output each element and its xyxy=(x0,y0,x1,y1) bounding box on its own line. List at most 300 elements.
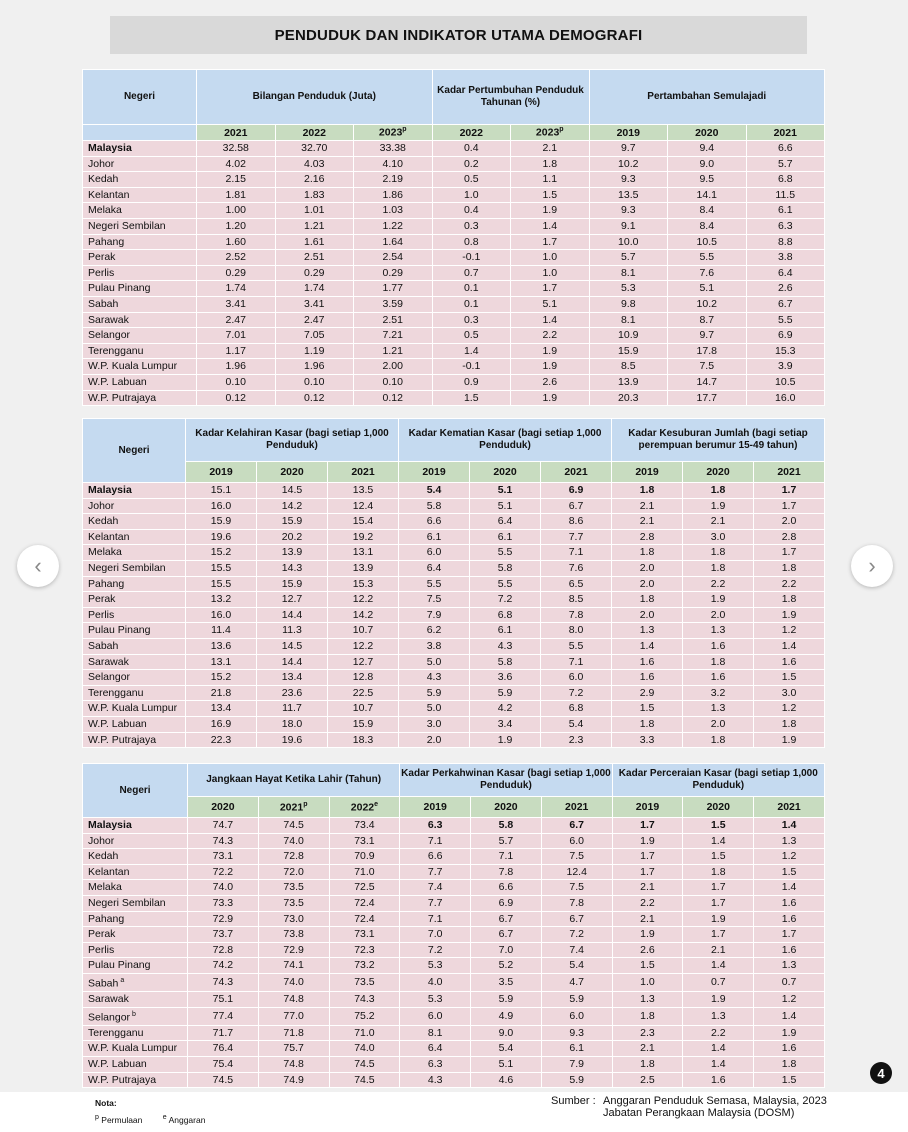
table-cell: 74.0 xyxy=(330,1041,400,1056)
table-cell: 5.8 xyxy=(470,655,540,670)
table-cell: 13.9 xyxy=(257,545,327,560)
table-cell: 9.0 xyxy=(471,1026,541,1041)
table-cell: 1.19 xyxy=(276,344,354,359)
table-cell: 19.6 xyxy=(186,530,256,545)
state-name: Pahang xyxy=(83,912,187,927)
table-cell: 1.8 xyxy=(612,717,682,732)
table-cell: 72.0 xyxy=(259,865,329,880)
table-row xyxy=(83,834,824,849)
table-cell: 1.4 xyxy=(511,219,589,234)
table-cell: 2.47 xyxy=(276,313,354,328)
table-cell: 1.81 xyxy=(197,188,275,203)
table-cell: 4.10 xyxy=(354,157,432,172)
col-header-state: Negeri xyxy=(83,70,196,124)
table-cell: 1.7 xyxy=(613,849,683,864)
table-cell: 0.10 xyxy=(354,375,432,390)
table-cell: 2.2 xyxy=(511,328,589,343)
table-row xyxy=(83,235,824,250)
state-name: Pulau Pinang xyxy=(83,958,187,973)
state-name: Terengganu xyxy=(83,686,185,701)
table-cell: 1.61 xyxy=(276,235,354,250)
table-cell: 10.7 xyxy=(328,701,398,716)
state-name: Selangor xyxy=(83,670,185,685)
table-cell: 22.5 xyxy=(328,686,398,701)
table-cell: 6.3 xyxy=(400,1057,470,1072)
table-cell: 71.8 xyxy=(259,1026,329,1041)
table-cell: 1.9 xyxy=(754,608,824,623)
table-row xyxy=(83,733,824,748)
group-header-life-expectancy: Jangkaan Hayat Ketika Lahir (Tahun) xyxy=(188,764,399,796)
table-cell: 15.9 xyxy=(590,344,668,359)
table-cell: 20.3 xyxy=(590,391,668,406)
table-cell: 1.17 xyxy=(197,344,275,359)
table-cell: 1.6 xyxy=(612,670,682,685)
table-cell: 1.9 xyxy=(613,834,683,849)
table-row xyxy=(83,865,824,880)
table-cell: 7.8 xyxy=(541,608,611,623)
table-row xyxy=(83,958,824,973)
table-cell: 2.6 xyxy=(613,943,683,958)
table-cell: 74.8 xyxy=(259,1057,329,1072)
table-cell: 1.9 xyxy=(511,203,589,218)
table-cell: 2.2 xyxy=(683,577,753,592)
table-cell: 8.1 xyxy=(590,313,668,328)
table-cell: 74.8 xyxy=(259,992,329,1007)
table-cell: 5.4 xyxy=(471,1041,541,1056)
table-row xyxy=(83,328,824,343)
table-cell: 7.1 xyxy=(400,834,470,849)
table-row xyxy=(83,655,824,670)
table-cell: 0.1 xyxy=(433,281,511,296)
year-header: 2022 xyxy=(276,125,354,140)
table-cell: 1.3 xyxy=(612,623,682,638)
table-cell: 0.29 xyxy=(197,266,275,281)
table-cell: 2.1 xyxy=(612,499,682,514)
table-cell: 7.6 xyxy=(541,561,611,576)
table-cell: 1.9 xyxy=(683,592,753,607)
table-cell: 5.8 xyxy=(470,561,540,576)
table-cell: 7.01 xyxy=(197,328,275,343)
table-cell: 2.8 xyxy=(612,530,682,545)
state-name: Kelantan xyxy=(83,188,196,203)
table-cell: 4.03 xyxy=(276,157,354,172)
state-name: Kedah xyxy=(83,849,187,864)
table-cell: 72.3 xyxy=(330,943,400,958)
table-cell: 74.0 xyxy=(259,834,329,849)
table-cell: 0.7 xyxy=(754,974,824,991)
table-cell: 70.9 xyxy=(330,849,400,864)
table-row xyxy=(83,188,824,203)
table-row xyxy=(83,992,824,1007)
state-name: W.P. Kuala Lumpur xyxy=(83,701,185,716)
table-cell: 5.5 xyxy=(747,313,825,328)
table-cell: 0.12 xyxy=(276,391,354,406)
table-cell: 1.8 xyxy=(511,157,589,172)
table-cell: 1.5 xyxy=(433,391,511,406)
table-cell: 14.2 xyxy=(257,499,327,514)
state-name: W.P. Labuan xyxy=(83,1057,187,1072)
table-cell: 15.2 xyxy=(186,545,256,560)
year-header: 2020 xyxy=(471,797,541,817)
state-name: Sabah $^a$ xyxy=(83,974,187,991)
table-cell: 6.0 xyxy=(541,670,611,685)
table-cell: 74.9 xyxy=(259,1073,329,1088)
table-cell: 1.4 xyxy=(683,834,753,849)
table-cell: 11.7 xyxy=(257,701,327,716)
table-cell: 1.4 xyxy=(612,639,682,654)
table-cell: 1.7 xyxy=(683,896,753,911)
table-row xyxy=(83,375,824,390)
table-cell: 10.5 xyxy=(668,235,746,250)
vital-rates-table xyxy=(82,418,825,748)
table-cell: 11.4 xyxy=(186,623,256,638)
table-cell: 1.2 xyxy=(754,849,824,864)
table-row xyxy=(83,203,824,218)
prev-slide-button[interactable] xyxy=(17,545,59,587)
table-cell: 1.8 xyxy=(683,865,753,880)
table-cell: 1.6 xyxy=(683,1073,753,1088)
table-cell: 7.1 xyxy=(541,545,611,560)
state-name: Negeri Sembilan xyxy=(83,896,187,911)
table-cell: 7.9 xyxy=(399,608,469,623)
table-row xyxy=(83,250,824,265)
state-name: Negeri Sembilan xyxy=(83,561,185,576)
year-header: 2021 xyxy=(754,462,824,482)
table-cell: 4.7 xyxy=(542,974,612,991)
state-name: Perak xyxy=(83,927,187,942)
table-cell: 2.5 xyxy=(613,1073,683,1088)
table-row xyxy=(83,219,824,234)
table-cell: 15.3 xyxy=(747,344,825,359)
table-cell: 1.2 xyxy=(754,623,824,638)
table-cell: 2.00 xyxy=(354,359,432,374)
table-cell: 15.5 xyxy=(186,561,256,576)
table-cell: 6.1 xyxy=(399,530,469,545)
table-cell: 19.2 xyxy=(328,530,398,545)
state-name: Kelantan xyxy=(83,530,185,545)
table-cell: 74.5 xyxy=(259,818,329,833)
table-cell: 72.5 xyxy=(330,880,400,895)
table-cell: 5.8 xyxy=(399,499,469,514)
table-cell: 7.7 xyxy=(400,896,470,911)
table-cell: 1.4 xyxy=(511,313,589,328)
state-name: Pahang xyxy=(83,235,196,250)
table-cell: 1.8 xyxy=(612,545,682,560)
table-cell: 23.6 xyxy=(257,686,327,701)
table-cell: 3.8 xyxy=(399,639,469,654)
table-cell: 2.9 xyxy=(612,686,682,701)
table-cell: 1.8 xyxy=(683,733,753,748)
year-header: 2023$^p$ xyxy=(511,125,589,140)
table-cell: 10.9 xyxy=(590,328,668,343)
table-cell: 1.0 xyxy=(613,974,683,991)
table-cell: 5.4 xyxy=(399,483,469,498)
state-name: Perak xyxy=(83,592,185,607)
table-cell: 6.7 xyxy=(542,912,612,927)
table-cell: 0.29 xyxy=(354,266,432,281)
table-cell: 5.5 xyxy=(541,639,611,654)
table-cell: 0.7 xyxy=(683,974,753,991)
table-cell: 12.2 xyxy=(328,639,398,654)
table-cell: 2.1 xyxy=(613,1041,683,1056)
table-cell: 3.4 xyxy=(470,717,540,732)
table-cell: 5.3 xyxy=(400,992,470,1007)
table-cell: 1.5 xyxy=(754,1073,824,1088)
table-cell: 20.2 xyxy=(257,530,327,545)
table-cell: 6.6 xyxy=(399,514,469,529)
table-cell: 0.12 xyxy=(197,391,275,406)
table-cell: 6.4 xyxy=(747,266,825,281)
table-cell: 0.3 xyxy=(433,219,511,234)
table-cell: 4.9 xyxy=(471,1008,541,1025)
table-cell: 6.6 xyxy=(471,880,541,895)
table-cell: 6.9 xyxy=(541,483,611,498)
table-cell: 32.58 xyxy=(197,141,275,156)
table-cell: 2.0 xyxy=(399,733,469,748)
table-cell: 13.2 xyxy=(186,592,256,607)
table-cell: 1.03 xyxy=(354,203,432,218)
table-cell: 1.9 xyxy=(754,733,824,748)
table-cell: 2.15 xyxy=(197,172,275,187)
table-cell: 7.0 xyxy=(400,927,470,942)
table-cell: 5.0 xyxy=(399,701,469,716)
table-cell: 1.9 xyxy=(683,912,753,927)
table-cell: 0.8 xyxy=(433,235,511,250)
table-cell: 0.4 xyxy=(433,141,511,156)
table-cell: 1.9 xyxy=(511,391,589,406)
state-name: Perak xyxy=(83,250,196,265)
table-cell: 74.3 xyxy=(330,992,400,1007)
table-cell: 2.1 xyxy=(613,880,683,895)
table-cell: 15.3 xyxy=(328,577,398,592)
table-cell: 21.8 xyxy=(186,686,256,701)
table-cell: 73.2 xyxy=(330,958,400,973)
table-cell: 72.8 xyxy=(259,849,329,864)
table-cell: 3.8 xyxy=(747,250,825,265)
table-cell: 1.9 xyxy=(754,1026,824,1041)
table-cell: 0.9 xyxy=(433,375,511,390)
table-cell: 5.7 xyxy=(747,157,825,172)
table-cell: 1.0 xyxy=(433,188,511,203)
table-cell: 3.41 xyxy=(197,297,275,312)
table-cell: 73.5 xyxy=(259,880,329,895)
table-cell: 2.1 xyxy=(612,514,682,529)
table-cell: 2.0 xyxy=(754,514,824,529)
table-cell: 5.2 xyxy=(471,958,541,973)
next-slide-button[interactable] xyxy=(851,545,893,587)
table-cell: 18.3 xyxy=(328,733,398,748)
table-cell: 1.8 xyxy=(613,1008,683,1025)
year-header: 2020 xyxy=(188,797,258,817)
table-cell: 1.8 xyxy=(754,1057,824,1072)
table-cell: 7.1 xyxy=(400,912,470,927)
table-cell: 13.5 xyxy=(590,188,668,203)
table-cell: 1.9 xyxy=(683,992,753,1007)
table-cell: 1.7 xyxy=(754,545,824,560)
table-cell: 6.6 xyxy=(747,141,825,156)
table-cell: 3.0 xyxy=(399,717,469,732)
table-cell: 1.8 xyxy=(754,561,824,576)
group-header-crude-birth-rate: Kadar Kelahiran Kasar (bagi setiap 1,000 Penduduk) xyxy=(186,419,398,461)
table-cell: 5.5 xyxy=(470,545,540,560)
life-marriage-divorce-table xyxy=(82,763,825,1088)
table-cell: 19.6 xyxy=(257,733,327,748)
table-cell: 1.5 xyxy=(683,818,753,833)
table-cell: 13.1 xyxy=(328,545,398,560)
table-cell: -0.1 xyxy=(433,250,511,265)
table-cell: 10.2 xyxy=(668,297,746,312)
table-cell: 1.4 xyxy=(754,1008,824,1025)
table-cell: 6.7 xyxy=(542,818,612,833)
table-cell: 7.2 xyxy=(541,686,611,701)
table-cell: 1.7 xyxy=(613,818,683,833)
table-cell: 9.7 xyxy=(668,328,746,343)
table-cell: 8.1 xyxy=(590,266,668,281)
table-cell: 14.5 xyxy=(257,639,327,654)
table-cell: 5.9 xyxy=(471,992,541,1007)
table-cell: 3.0 xyxy=(754,686,824,701)
table-cell: 12.4 xyxy=(328,499,398,514)
table-cell: 5.9 xyxy=(470,686,540,701)
table-cell: 73.8 xyxy=(259,927,329,942)
table-cell: -0.1 xyxy=(433,359,511,374)
table-cell: 0.29 xyxy=(276,266,354,281)
table-cell: 17.8 xyxy=(668,344,746,359)
table-cell: 1.8 xyxy=(613,1057,683,1072)
table-cell: 74.5 xyxy=(188,1073,258,1088)
year-header: 2022e xyxy=(330,797,400,817)
table-row xyxy=(83,391,824,406)
year-header: 2021 xyxy=(542,797,612,817)
table-cell: 7.2 xyxy=(542,927,612,942)
table-cell: 6.8 xyxy=(747,172,825,187)
note-preliminary: $^p$ Permulaan xyxy=(95,1114,143,1125)
table-cell: 2.1 xyxy=(613,912,683,927)
table-row xyxy=(83,514,824,529)
table-cell: 1.8 xyxy=(612,483,682,498)
table-cell: 5.7 xyxy=(590,250,668,265)
table-cell: 8.1 xyxy=(400,1026,470,1041)
table-row xyxy=(83,849,824,864)
table-cell: 9.5 xyxy=(668,172,746,187)
table-cell: 5.5 xyxy=(470,577,540,592)
table-cell: 1.96 xyxy=(276,359,354,374)
table-cell: 2.47 xyxy=(197,313,275,328)
year-header: 2021 xyxy=(754,797,824,817)
note-label: Nota: xyxy=(95,1098,117,1108)
table-row xyxy=(83,670,824,685)
table-cell: 6.0 xyxy=(542,1008,612,1025)
table-cell: 1.4 xyxy=(683,958,753,973)
table-row xyxy=(83,561,824,576)
table-row xyxy=(83,943,824,958)
table-cell: 75.1 xyxy=(188,992,258,1007)
state-name: W.P. Putrajaya xyxy=(83,733,185,748)
state-name: Perlis xyxy=(83,608,185,623)
table-cell: 2.3 xyxy=(613,1026,683,1041)
table-cell: 9.0 xyxy=(668,157,746,172)
table-cell: 4.2 xyxy=(470,701,540,716)
table-cell: 5.1 xyxy=(470,499,540,514)
table-cell: 15.1 xyxy=(186,483,256,498)
table-cell: 14.4 xyxy=(257,608,327,623)
table-cell: 1.21 xyxy=(354,344,432,359)
table-cell: 13.1 xyxy=(186,655,256,670)
table-cell: 73.1 xyxy=(188,849,258,864)
state-name: Melaka xyxy=(83,545,185,560)
state-name: Sarawak xyxy=(83,313,196,328)
table-cell: 9.8 xyxy=(590,297,668,312)
state-name: Malaysia xyxy=(83,141,196,156)
table-cell: 6.6 xyxy=(400,849,470,864)
table-cell: 73.3 xyxy=(188,896,258,911)
table-cell: 1.6 xyxy=(754,912,824,927)
table-cell: 15.9 xyxy=(186,514,256,529)
table-cell: 73.0 xyxy=(259,912,329,927)
year-header: 2020 xyxy=(683,797,753,817)
year-header: 2020 xyxy=(683,462,753,482)
year-header: 2021 xyxy=(541,462,611,482)
table-cell: 2.19 xyxy=(354,172,432,187)
table-cell: 2.51 xyxy=(354,313,432,328)
table-cell: 1.3 xyxy=(683,701,753,716)
table-cell: 1.22 xyxy=(354,219,432,234)
table-cell: 0.1 xyxy=(433,297,511,312)
state-name: Johor xyxy=(83,834,187,849)
table-cell: 2.2 xyxy=(754,577,824,592)
table-cell: 7.8 xyxy=(542,896,612,911)
table-cell: 11.5 xyxy=(747,188,825,203)
state-name: Selangor $^b$ xyxy=(83,1008,187,1025)
table-cell: 16.0 xyxy=(186,499,256,514)
table-cell: 1.4 xyxy=(754,818,824,833)
table-cell: 8.0 xyxy=(541,623,611,638)
table-cell: 1.4 xyxy=(754,639,824,654)
table-cell: 2.16 xyxy=(276,172,354,187)
table-cell: 15.4 xyxy=(328,514,398,529)
state-name: Sabah xyxy=(83,639,185,654)
state-name: W.P. Putrajaya xyxy=(83,1073,187,1088)
table-cell: 8.5 xyxy=(590,359,668,374)
table-cell: 1.5 xyxy=(754,865,824,880)
table-cell: 71.7 xyxy=(188,1026,258,1041)
table-cell: 16.0 xyxy=(186,608,256,623)
table-cell: 1.8 xyxy=(683,483,753,498)
table-cell: 12.8 xyxy=(328,670,398,685)
table-cell: 1.6 xyxy=(683,639,753,654)
table-cell: 1.1 xyxy=(511,172,589,187)
table-cell: 2.1 xyxy=(683,943,753,958)
table-cell: 6.1 xyxy=(470,530,540,545)
table-cell: 1.3 xyxy=(754,834,824,849)
table-cell: 8.7 xyxy=(668,313,746,328)
table-cell: 75.7 xyxy=(259,1041,329,1056)
table-cell: 77.4 xyxy=(188,1008,258,1025)
table-cell: 9.1 xyxy=(590,219,668,234)
state-name: Pulau Pinang xyxy=(83,623,185,638)
table-cell: 1.6 xyxy=(754,1041,824,1056)
chevron-right-icon: › xyxy=(868,553,876,578)
table-cell: 6.5 xyxy=(541,577,611,592)
table-cell: 2.3 xyxy=(541,733,611,748)
table-cell: 1.4 xyxy=(683,1057,753,1072)
table-cell: 4.6 xyxy=(471,1073,541,1088)
table-cell: 73.7 xyxy=(188,927,258,942)
table-cell: 3.9 xyxy=(747,359,825,374)
table-cell: 1.7 xyxy=(613,865,683,880)
state-name: Terengganu xyxy=(83,344,196,359)
table-cell: 3.2 xyxy=(683,686,753,701)
